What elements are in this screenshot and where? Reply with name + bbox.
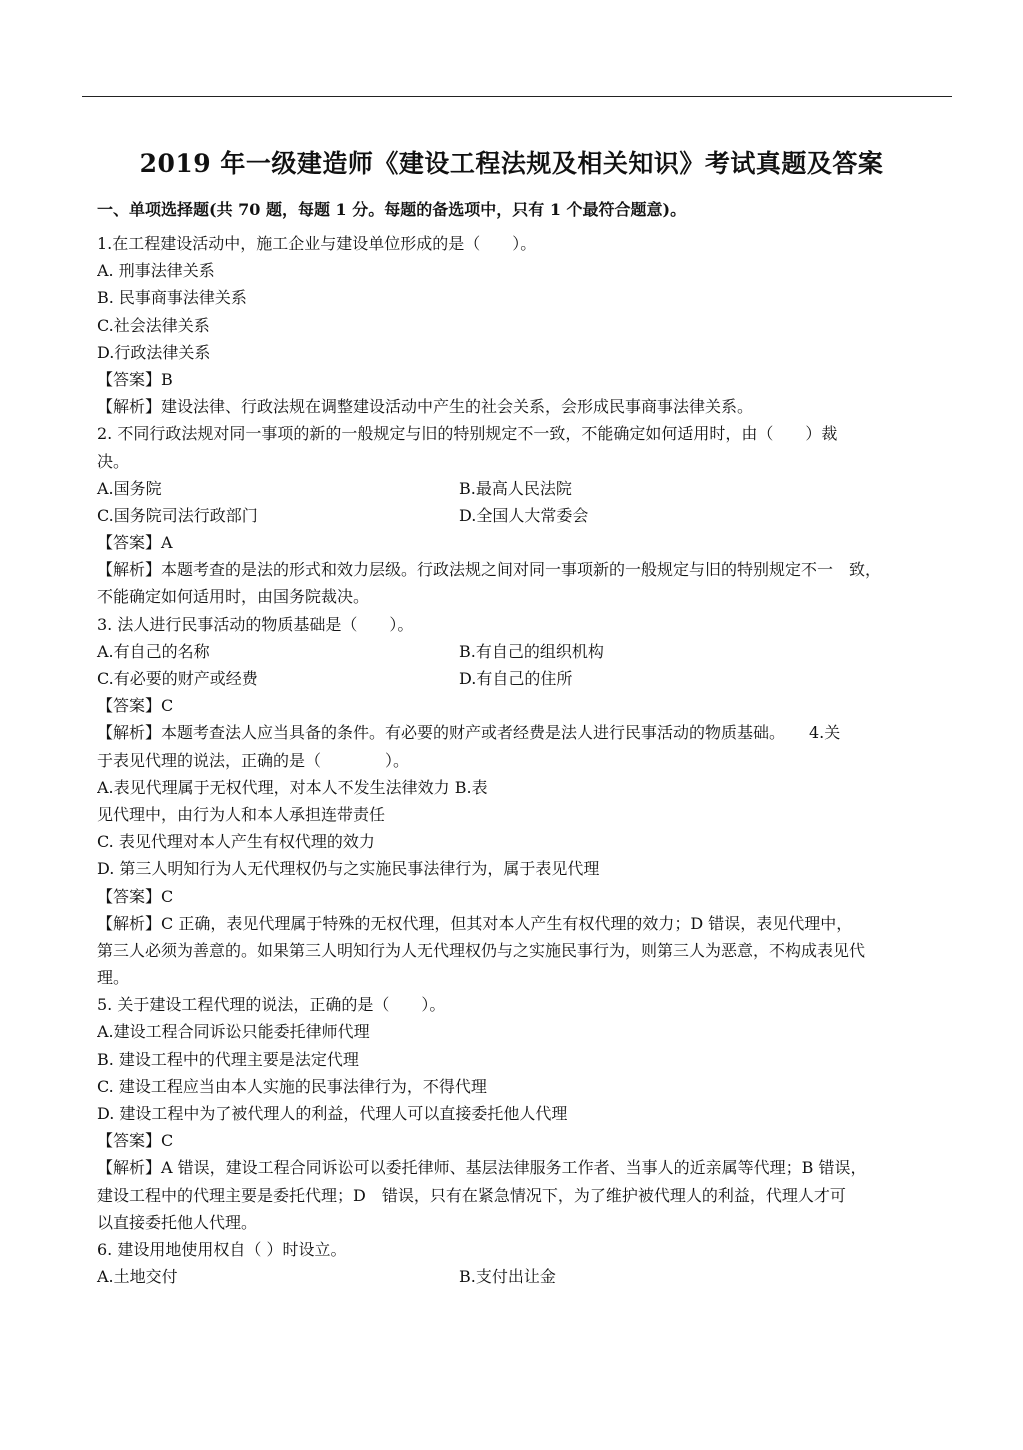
text-line: 2. 不同行政法规对同一事项的新的一般规定与旧的特别规定不一致，不能确定如何适用时，由（ ）裁: [97, 424, 838, 444]
text-line: 建设工程中的代理主要是委托代理；D 错误，只有在紧急情况下，为了维护被代理人的利益，代理人才可: [97, 1185, 846, 1205]
text-line: A.表见代理属于无权代理，对本人不发生法律效力 B.表: [97, 777, 488, 797]
text-line: C.社会法律关系: [97, 315, 210, 335]
text-line: B. 民事商事法律关系: [97, 288, 247, 308]
option-row: [97, 665, 933, 692]
text-line: 【答案】B: [97, 369, 173, 389]
text-line: 【解析】本题考查法人应当具备的条件。有必要的财产或者经费是法人进行民事活动的物质基础。 4.关: [97, 723, 841, 743]
text-line: 【答案】A: [97, 533, 173, 553]
question-list: [97, 230, 933, 1290]
text-line: 【答案】C: [97, 1131, 174, 1151]
text-line: 【答案】C: [97, 696, 174, 716]
text-line: 5. 关于建设工程代理的说法，正确的是（ ）。: [97, 995, 446, 1015]
text-line: A.建设工程合同诉讼只能委托律师代理: [97, 1022, 370, 1042]
option-row: [97, 1263, 933, 1290]
text-line: 【答案】C: [97, 886, 174, 906]
text-line: 1.在工程建设活动中，施工企业与建设单位形成的是（ ）。: [97, 234, 537, 253]
text-line: 3. 法人进行民事活动的物质基础是（ ）。: [97, 614, 414, 634]
option-right: D.全国人大常委会: [459, 505, 589, 525]
section-heading: 一、单项选择题(共 70 题，每题 1 分。每题的备选项中，只有 1 个最符合题意)。: [97, 200, 687, 219]
text-line: 决。: [97, 451, 130, 471]
document-title: 2019 年一级建造师《建设工程法规及相关知识》考试真题及答案: [139, 149, 884, 178]
text-line: C. 建设工程应当由本人实施的民事法律行为，不得代理: [97, 1076, 487, 1096]
option-row: [97, 638, 933, 665]
text-line: B. 建设工程中的代理主要是法定代理: [97, 1049, 359, 1069]
text-line: 第三人必须为善意的。如果第三人明知行为人无代理权仍与之实施民事行为，则第三人为恶意，不构成表见代: [97, 940, 866, 960]
text-line: 以直接委托他人代理。: [97, 1212, 258, 1232]
option-right: D.有自己的住所: [459, 669, 573, 688]
text-line: 【解析】本题考查的是法的形式和效力层级。行政法规之间对同一事项新的一般规定与旧的特别规定不一 致，: [97, 560, 882, 580]
text-line: 于表见代理的说法，正确的是（ ）。: [97, 750, 410, 770]
option-row: [97, 502, 933, 529]
option-left: C.国务院司法行政部门: [97, 505, 258, 525]
text-line: 不能确定如何适用时，由国务院裁决。: [97, 587, 370, 607]
option-row: [97, 475, 933, 502]
text-line: D.行政法律关系: [97, 342, 211, 362]
option-right: B.最高人民法院: [459, 478, 572, 498]
header-rule: [82, 96, 952, 97]
text-line: 6. 建设用地使用权自（ ）时设立。: [97, 1239, 347, 1259]
option-left: A.有自己的名称: [97, 641, 210, 661]
text-line: D. 建设工程中为了被代理人的利益，代理人可以直接委托他人代理: [97, 1104, 568, 1123]
option-right: B.有自己的组织机构: [459, 641, 604, 661]
text-line: A. 刑事法律关系: [97, 261, 215, 281]
option-left: C.有必要的财产或经费: [97, 669, 258, 688]
option-left: A.国务院: [97, 478, 162, 498]
text-line: 【解析】A 错误，建设工程合同诉讼可以委托律师、基层法律服务工作者、当事人的近亲属等代理；B 错误，: [97, 1158, 867, 1178]
text-line: 见代理中，由行为人和本人承担连带责任: [97, 804, 386, 824]
option-left: A.土地交付: [97, 1267, 178, 1287]
text-line: 【解析】建设法律、行政法规在调整建设活动中产生的社会关系，会形成民事商事法律关系。: [97, 397, 754, 417]
text-line: 理。: [97, 968, 130, 988]
text-line: C. 表见代理对本人产生有权代理的效力: [97, 832, 375, 852]
text-line: 【解析】C 正确，表见代理属于特殊的无权代理，但其对本人产生有权代理的效力；D 错误，表见代理中，: [97, 913, 853, 933]
text-line: D. 第三人明知行为人无代理权仍与之实施民事法律行为，属于表见代理: [97, 859, 600, 879]
option-right: B.支付出让金: [459, 1267, 556, 1287]
